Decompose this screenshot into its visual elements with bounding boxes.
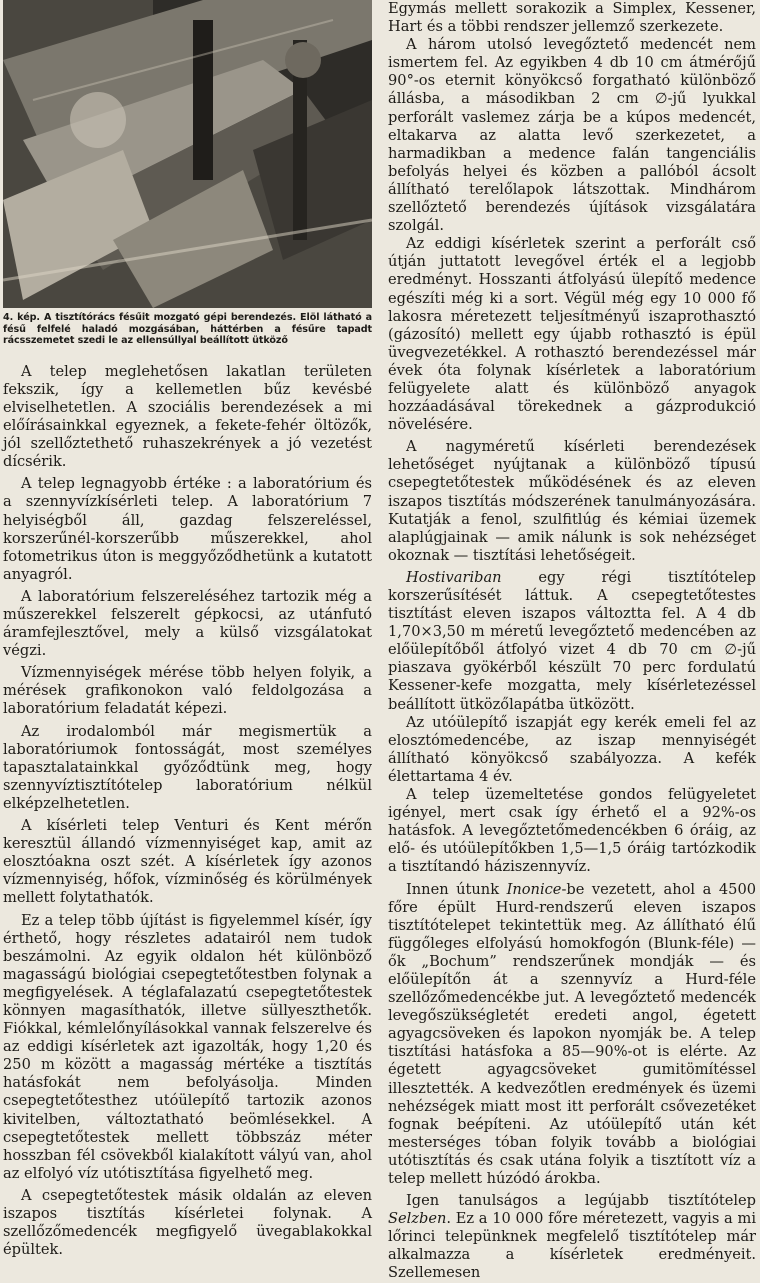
machine-photo-drawing [3,0,372,308]
paragraph: A laboratórium felszereléséhez tartozik még a műszerekkel felszerelt gépkocsi, az utánfutó áramfejlesztővel, mely a külső vizsgálatokat végzi. [3,587,372,660]
paragraph: A kísérleti telep Venturi és Kent mérőn keresztül állandó vízmennyiséget kap, amit az elosztóakna oszt szét. A kísérletek így azonos vízmennyiség, hőfok, vízminőség és körülmények mellett folytathatók. [3,817,372,907]
paragraph-text: Igen tanulságos a legújabb tisztítótelep [406,1192,756,1210]
paragraph: Az utóülepítő iszapját egy kerék emeli fel az elosztómedencébe, az iszap mennyiségét állítható könyökcső szabályozza. A kefék élettartama 4 év. [388,713,756,785]
paragraph: Ez a telep több újítást is figyelemmel kísér, így érthető, hogy részletes adatairól nem tudok beszámolni. Az egyik oldalon hét különböző magasságú biológiai csepegtetőtestben folynak a megfigyelések. A téglafalazatú csepegtetőtestek könnyen magasíthatók, illetve süllyeszthetők. Fiókkal, kémlelőnyílásokkal vannak felszerelve és az eddigi kísérletek azt igazolták, hogy 1,20 és 250 m között a magasság mértéke a tisztítás hatásfokát nem befolyásolja. Minden csepegtetőtesthez utóülepítő tartozik azonos kivitelben, változtatható beömlésekkel. A csepegtetőtestek mellett többszáz méter hosszban fél csövekből kialakított vályú van, ahol az elfolyó víz utótisztítása figyelhető meg. [3,911,372,1182]
paragraph: Az irodalomból már megismertük a laboratóriumok fontosságát, most személyes tapasztalatainkkal győződtünk meg, hogy szennyvíztisztítótelep laboratórium nélkül elképzelhetetlen. [3,722,372,812]
place-name: Selzben [388,1210,447,1228]
paragraph [388,1192,756,1282]
paragraph-text: Innen útunk [406,880,507,898]
paragraph: A három utolsó levegőztető medencét nem ismertem fel. Az egyikben 4 db 10 cm átmérőjű 90°-os eternit könyökcső forgatható különböző állásba, a másodikban 2 cm ∅-jű lyukkal perforált vaslemez zárja be a kúpos medencét, eltakarva az alatta levő szerkezetet, a harmadikban a medence falán tangenciális befolyás helyei és közben a pallóból ácsolt állítható terelőlapok látszottak. Mindhárom szellőztető berendezés újítások vizsgálatára szolgál. [388,36,756,235]
figure-caption: 4. kép. A tisztítórács fésűit mozgató gépi berendezés. Elöl látható a fésű felfelé haladó mozgásában, háttérben a fésűre tapadt rácsszemetet szedi le az ellensúllyal beállított ütköző [3,312,372,347]
paragraph: Az eddigi kísérletek szerint a perforált cső útján juttatott levegővel érték el a legjobb eredményt. Hosszanti átfolyású ülepítő medence egészíti még ki a sort. Végül még egy 10 000 fő lakosra méretezett teljesítményű iszaprothasztó (gázosító) mellett egy újabb rothasztó is épül üvegvezetékkel. A rothasztó berendezéssel már évek óta folynak kísérletek a laboratórium felügyelete alatt és különböző anyagok hozzáadásával törekednek a gázprodukció növelésére. [388,235,756,434]
paragraph [388,569,756,714]
place-name: Hostivariban [406,568,502,586]
left-column [3,0,372,1259]
paragraph: A telep meglehetősen lakatlan területen fekszik, így a kellemetlen bűz kevésbé elviselhetetlen. A szociális berendezések a mi előírásainkkal egyeznek, a fekete-fehér öltözők, jól szellőztethető ruhaszekrények a jó vezetést dícsérik. [3,362,372,471]
paragraph: A csepegtetőtestek másik oldalán az eleven iszapos tisztítás kísérletei folynak. A szellőzőmedencék megfigyelő üvegablakokkal épültek. [3,1186,372,1259]
paragraph: A telep legnagyobb értéke : a laboratórium és a szennyvízkísérleti telep. A laboratórium 7 helyiségből áll, gazdag felszereléssel, korszerűnél-korszerűbb műszerekkel, ahol fotometrikus úton is meggyőződhetünk a kutatott anyagról. [3,475,372,583]
paragraph: A telep üzemeltetése gondos felügyeletet igényel, mert csak így érhető el a 92%-os hatásfok. A levegőztetőmedencékben 6 óráig, az elő- és utóülepítőkben 1,5—1,5 óráig tartózkodik a tisztítandó háziszennyvíz. [388,786,756,876]
paragraph: Vízmennyiségek mérése több helyen folyik, a mérések grafikonokon való feldolgozása a laboratórium feladatát képezi. [3,664,372,718]
paragraph: A nagyméretű kísérleti berendezések lehetőséget nyújtanak a különböző típusú csepegtetőtestek működésének és az eleven iszapos tisztítás módszerének tanulmányozására. Kutatják a fenol, szulfitlúg és kémiai üzemek alaplúgjainak — amik nálunk is sok nehézséget okoznak — tisztítási lehetőségeit. [388,438,756,564]
paragraph [388,881,756,1189]
right-column [388,0,756,1283]
paragraph-text: -be vezetett, ahol a 4500 főre épült Hurd-rendszerű eleven iszapos tisztítótelepet tekintettük meg. Az állítható élű függőleges elfolyású homokfogón (Blunk-féle) — ők „Bochum” rendszerűnek mondják — és előülepítőn át a szennyvíz a Hurd-féle szellőzőmedencékbe jut. A levegőztető medencék levegőszükségletét eredeti angol, égetett agyagcsöveken és lapokon nyomják be. A telep tisztítási hatásfoka a 85—90%-ot is elérte. Az égetett agyagcsöveket gumitömítéssel illesztették. A kedvezőtlen eredmények és üzemi nehézségek miatt most itt perforált csővezetéket fognak beépíteni. Az utóülepítő után két mesterséges tóban folyik tovább a biológiai utótisztítás és csak utána folyik a tisztított víz a telep mellett húzódó árokba. [388,880,757,1187]
paragraph: Egymás mellett sorakozik a Simplex, Kessener, Hart és a többi rendszer jellemző szerkezete. [388,0,756,36]
place-name: Inonice [506,880,562,898]
paragraph-text: egy régi tisztítótelep korszerűsítését láttuk. A csepegtetőtestes tisztítást eleven iszapos változtta fel. A 4 db 1,70×3,50 m méretű levegőztető medencében az előülepítőből átfolyó vizet 4 db 70 cm ∅-jű piaszava gyökérből készült 70 perc fordulatú Kessener-kefe mozgatta, mely kísérletezéssel beállított ütközőlapátba ütközött. [388,568,756,713]
machine-photo [3,0,372,308]
left-body-text [3,363,372,1260]
paragraph-text: . Ez a 10 000 főre méretezett, vagyis a mi lőrinci telepünknek megfelelő tisztítótelep már alkalmazza a kísérletek eredményeit. Szellemesen [388,1210,756,1282]
